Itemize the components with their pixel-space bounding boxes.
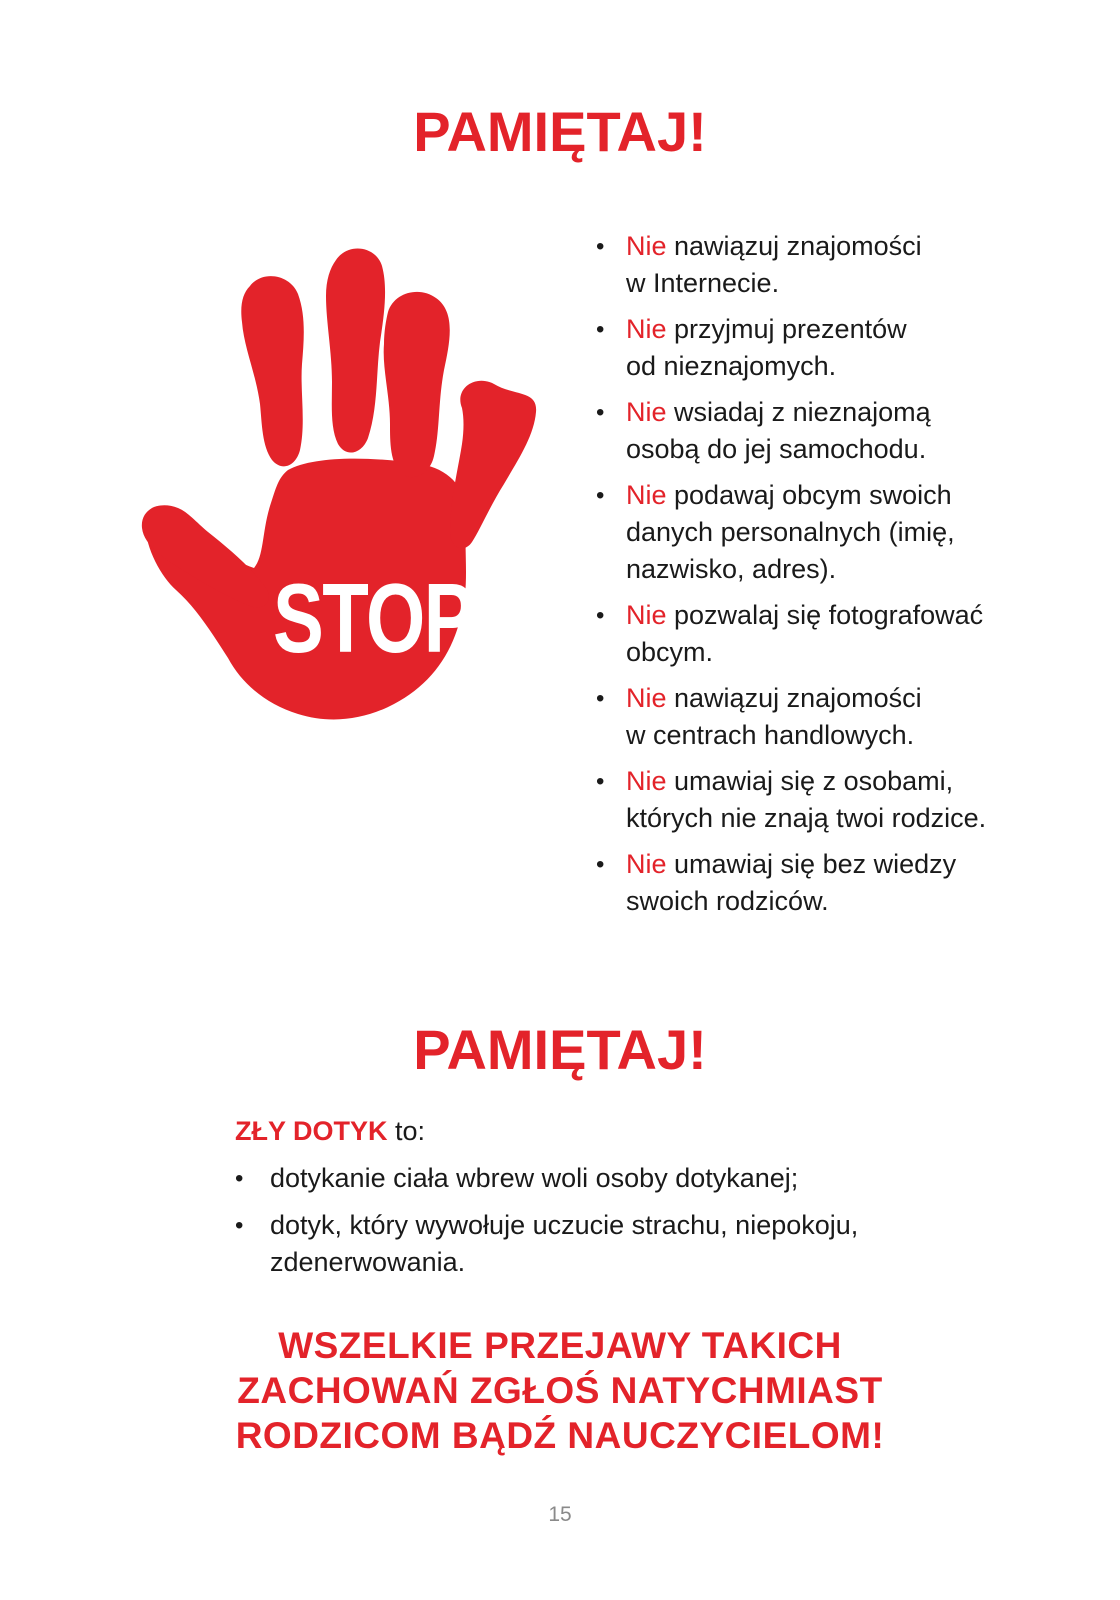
rule-text: których nie znają twoi rodzice.	[626, 803, 987, 833]
bullet: •	[596, 602, 605, 629]
rule-text: swoich rodziców.	[626, 886, 829, 916]
rule-prefix: Nie	[626, 849, 667, 879]
list-item	[596, 394, 1076, 468]
rule-prefix: Nie	[626, 231, 667, 261]
rule-text: wsiadaj z nieznajomą	[666, 397, 931, 427]
list-item	[596, 311, 1076, 385]
rule-text: nawiązuj znajomości	[666, 683, 922, 713]
bad-touch-text: dotykanie ciała wbrew woli osoby dotykanej;	[270, 1163, 799, 1193]
bullet: •	[596, 233, 605, 260]
bullet: •	[235, 1165, 244, 1192]
list-item	[596, 597, 1076, 671]
page-number: 15	[548, 1503, 572, 1526]
rule-prefix: Nie	[626, 600, 667, 630]
stop-hand-icon	[138, 238, 548, 728]
report-warning	[0, 1323, 1120, 1458]
rule-prefix: Nie	[626, 766, 667, 796]
safety-rules-list	[596, 228, 1076, 929]
rule-text: obcym.	[626, 637, 714, 667]
rule-text: umawiaj się z osobami,	[666, 766, 954, 796]
list-item	[596, 846, 1076, 920]
bad-touch-list	[235, 1160, 955, 1291]
rule-text: umawiaj się bez wiedzy	[666, 849, 957, 879]
rule-prefix: Nie	[626, 480, 667, 510]
rule-text: pozwalaj się fotografować	[666, 600, 984, 630]
list-item	[596, 763, 1076, 837]
list-item	[596, 680, 1076, 754]
rule-prefix: Nie	[626, 397, 667, 427]
warning-line: ZACHOWAŃ ZGŁOŚ NATYCHMIAST	[237, 1370, 883, 1411]
bad-touch-text: dotyk, który wywołuje uczucie strachu, niepokoju,	[270, 1210, 859, 1240]
bullet: •	[596, 316, 605, 343]
page-heading-bottom: PAMIĘTAJ!	[413, 1018, 707, 1081]
rule-text: osobą do jej samochodu.	[626, 434, 927, 464]
bad-touch-intro	[235, 1113, 425, 1150]
bad-touch-text: zdenerwowania.	[270, 1247, 466, 1277]
warning-line: RODZICOM BĄDŹ NAUCZYCIELOM!	[235, 1415, 885, 1456]
rule-text: przyjmuj prezentów	[666, 314, 907, 344]
list-item	[235, 1207, 955, 1281]
rule-text: danych personalnych (imię,	[626, 517, 955, 547]
warning-line: WSZELKIE PRZEJAWY TAKICH	[278, 1325, 842, 1366]
stop-label: STOP	[273, 563, 473, 673]
bullet: •	[596, 685, 605, 712]
list-item	[596, 228, 1076, 302]
rule-text: od nieznajomych.	[626, 351, 837, 381]
bullet: •	[596, 482, 605, 509]
bullet: •	[596, 851, 605, 878]
list-item	[596, 477, 1076, 588]
rule-text: w Internecie.	[626, 268, 780, 298]
bullet: •	[596, 768, 605, 795]
bad-touch-suffix: to:	[387, 1116, 426, 1146]
rule-text: nazwisko, adres).	[626, 554, 837, 584]
rule-text: podawaj obcym swoich	[666, 480, 952, 510]
rule-text: nawiązuj znajomości	[666, 231, 922, 261]
page-heading-top: PAMIĘTAJ!	[413, 100, 707, 163]
bullet: •	[235, 1212, 244, 1239]
bullet: •	[596, 399, 605, 426]
rule-prefix: Nie	[626, 683, 667, 713]
list-item	[235, 1160, 955, 1197]
rule-prefix: Nie	[626, 314, 667, 344]
rule-text: w centrach handlowych.	[626, 720, 915, 750]
bad-touch-term: ZŁY DOTYK	[235, 1116, 388, 1146]
